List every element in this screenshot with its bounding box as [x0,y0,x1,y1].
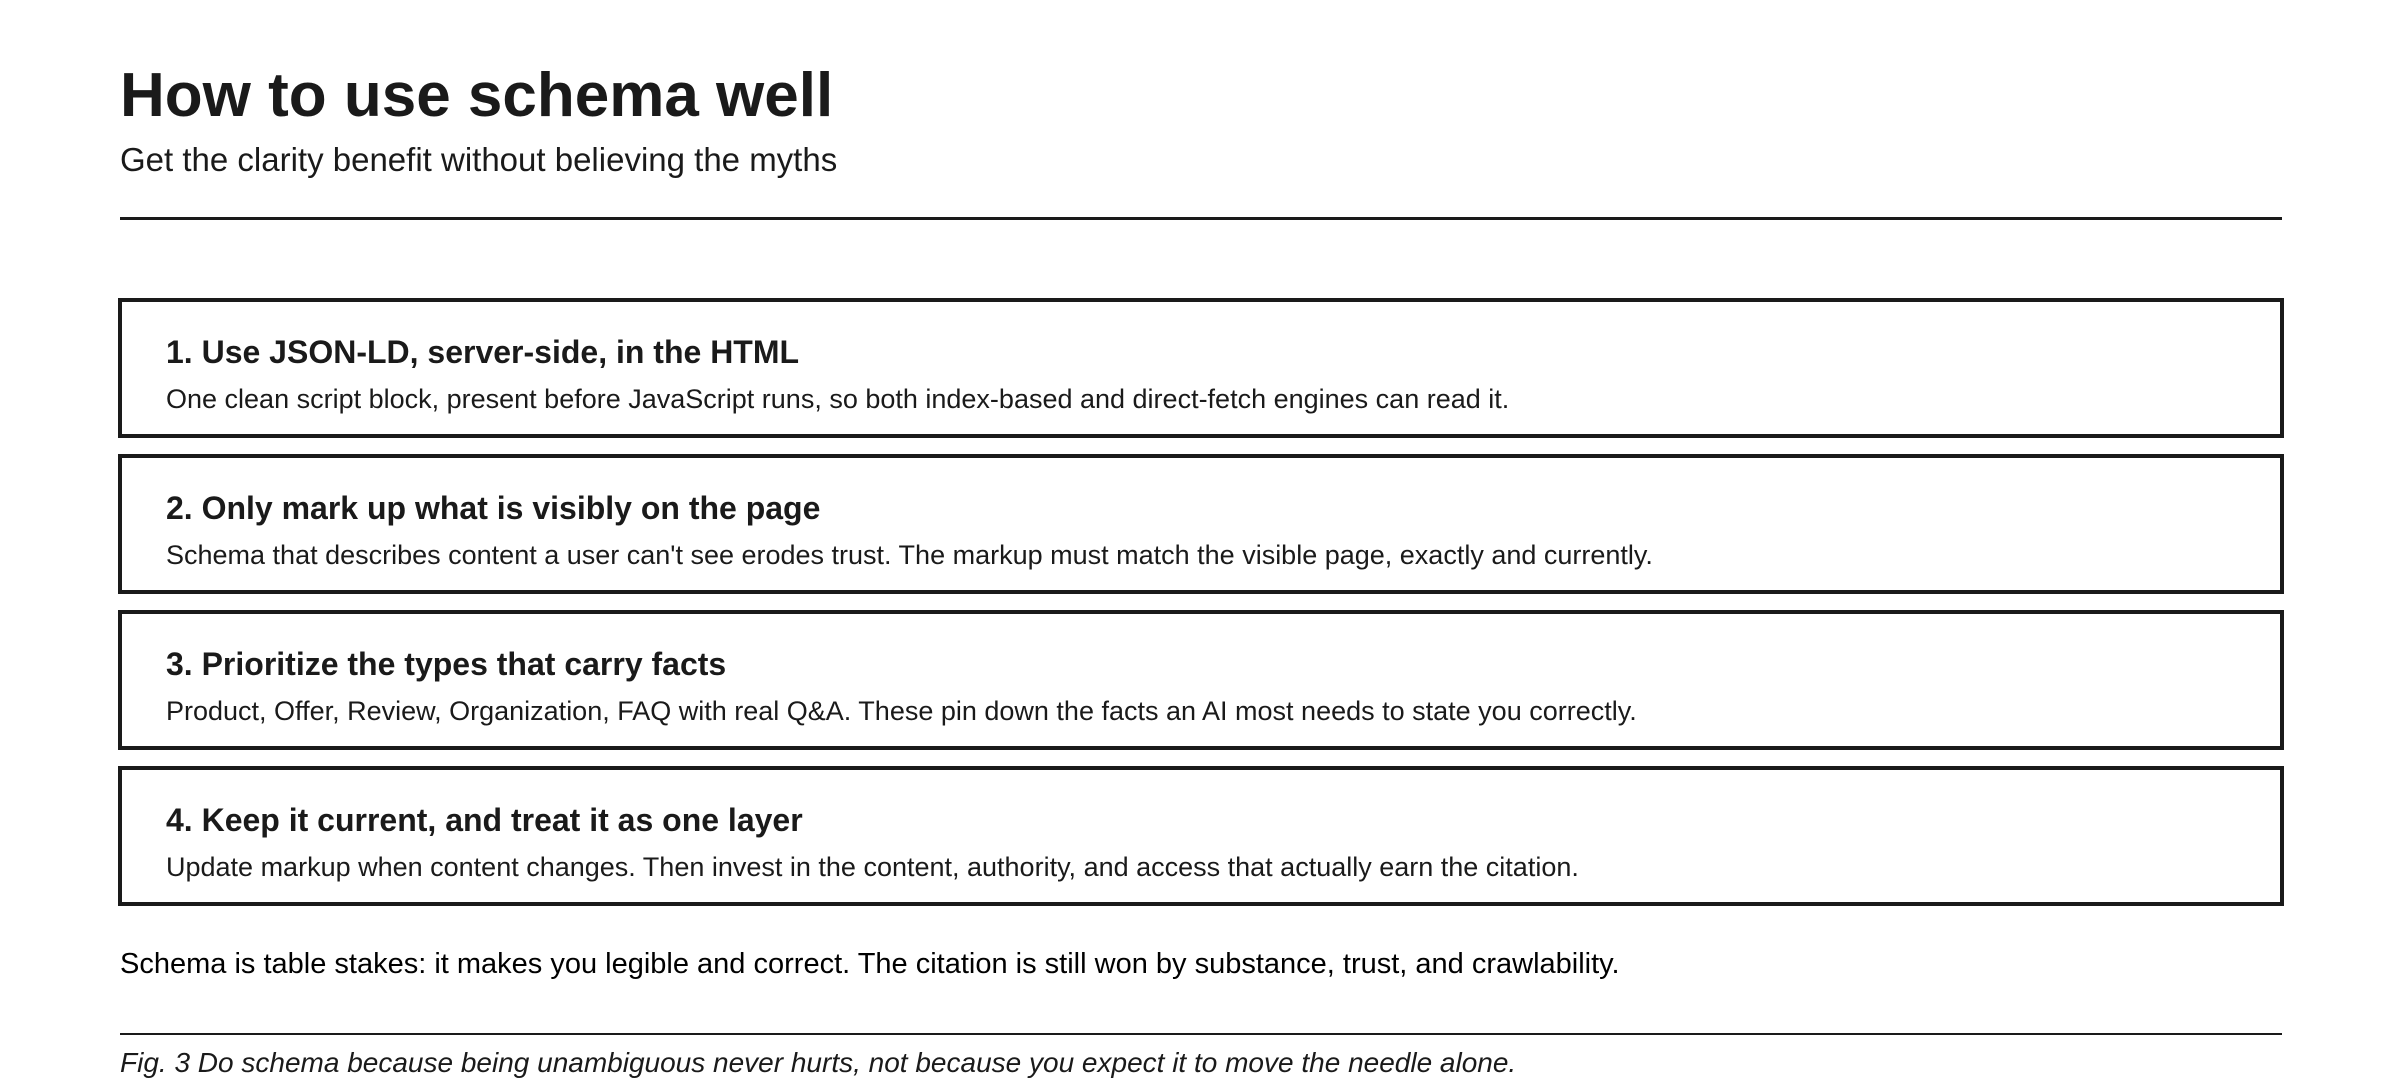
page-title: How to use schema well [120,61,834,130]
header-divider [120,217,2282,220]
step-description: One clean script block, present before JavaScript runs, so both index-based and direct-fetch engines can read it. [166,384,1510,414]
caption-divider [120,1033,2282,1035]
step-card-3 [118,610,2284,750]
takeaway-text: Schema is table stakes: it makes you legible and correct. The citation is still won by substance, trust, and crawlability. [120,948,1620,980]
step-card-1 [118,298,2284,438]
steps-list [118,298,2284,922]
step-title: 1. Use JSON-LD, server-side, in the HTML [166,334,800,370]
step-card-4 [118,766,2284,906]
step-description: Product, Offer, Review, Organization, FAQ with real Q&A. These pin down the facts an AI most needs to state you correctly. [166,696,1637,726]
figure-caption: Fig. 3 Do schema because being unambiguous never hurts, not because you expect it to move the needle alone. [120,1047,1517,1078]
step-description: Update markup when content changes. Then invest in the content, authority, and access that actually earn the citation. [166,852,1579,882]
page-subtitle: Get the clarity benefit without believing the myths [120,141,838,178]
step-title: 4. Keep it current, and treat it as one layer [166,802,803,838]
step-card-2 [118,454,2284,594]
header [120,60,2282,180]
step-description: Schema that describes content a user can't see erodes trust. The markup must match the visible page, exactly and currently. [166,540,1653,570]
step-title: 3. Prioritize the types that carry facts [166,646,727,682]
step-title: 2. Only mark up what is visibly on the page [166,490,821,526]
